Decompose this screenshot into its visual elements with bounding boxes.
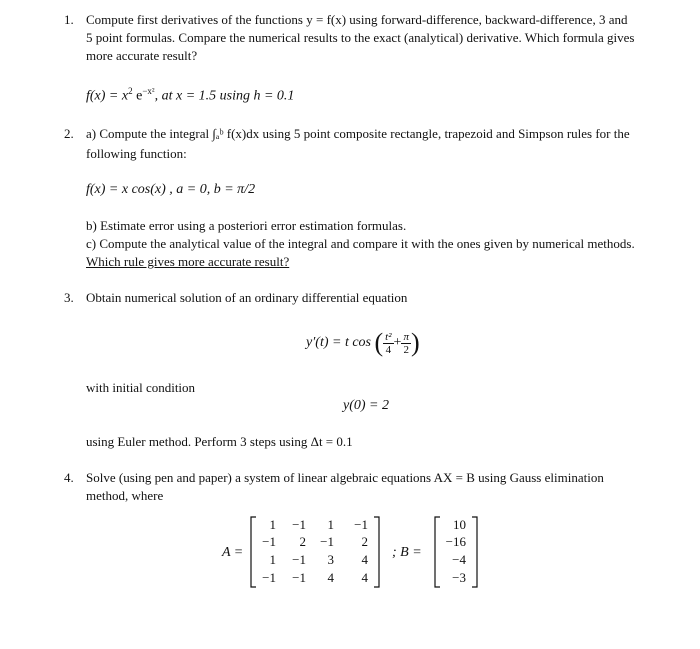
problem-4-line-2: method, where [86,488,164,503]
equation-tail: , at x = 1.5 using h = 0.1 [154,88,295,104]
vector-b-cell: 10 [453,517,466,532]
problem-3-line-1: Obtain numerical solution of an ordinary differential equation [86,290,408,305]
matrix-a-cell: −1 [262,534,276,549]
matrix-a-cell: 2 [361,534,368,549]
equation-e: e [132,88,143,104]
problem-2-line-1: a) Compute the integral ∫ₐᵇ f(x)dx using 5 point composite rectangle, trapezoid and Simpson rules for the [86,126,630,141]
frac-2-top: π [403,330,409,343]
fraction-pi-over-2 [401,331,411,356]
matrix-a-cell: −1 [292,517,306,532]
matrix-a-cell: 4 [361,570,368,585]
problem-2-part-c-question: Which rule gives more accurate result? [86,254,290,269]
frac-1-top: t² [385,330,392,343]
vector-b-label: ; B = [392,545,422,560]
matrix-a-cell: 2 [299,534,306,549]
problem-3-number: 3. [64,290,74,305]
matrix-a-cell: 4 [361,552,368,567]
problem-1-equation [86,86,294,105]
matrix-a-label: A = [222,545,244,560]
equation-exponent-2: −x² [142,86,155,96]
matrix-a-cell: −1 [320,534,334,549]
matrix-a-cell: −1 [354,517,368,532]
ode-lhs: y′(t) = t cos [306,335,371,351]
problem-1-line-2: 5 point formulas. Compare the numerical results to the exact (analytical) derivative. Which formula gives [86,30,635,45]
problem-2-line-2: following function: [86,146,187,161]
fraction-t-squared-over-4 [383,331,393,356]
initial-condition-equation: y(0) = 2 [343,398,389,413]
matrix-a-cell: −1 [292,552,306,567]
matrix-a-cell: 4 [327,570,334,585]
matrix-a-cell: 3 [327,552,334,567]
right-paren: ) [410,328,420,357]
vector-b-cell: −4 [452,552,466,567]
problem-2-part-b: b) Estimate error using a posteriori error estimation formulas. [86,218,407,233]
left-paren: ( [374,328,384,357]
problem-1-line-1: Compute first derivatives of the functions y = f(x) using forward-difference, backward-difference, 3 and [86,12,628,27]
equation-lhs: f(x) = x [86,88,129,104]
matrix-a-cell: 1 [327,517,334,532]
initial-condition-label: with initial condition [86,380,196,395]
problem-4-line-1: Solve (using pen and paper) a system of linear algebraic equations AX = B using Gauss elimination [86,470,604,485]
problem-2-equation: f(x) = x cos(x) , a = 0, b = π/2 [86,182,256,197]
problem-4-number: 4. [64,470,74,485]
problem-1-number: 1. [64,12,74,27]
frac-1-bottom: 4 [385,343,392,356]
vector-b [434,516,478,588]
euler-instruction: using Euler method. Perform 3 steps using Δt = 0.1 [86,434,353,449]
matrix-a-cell: 1 [269,517,276,532]
problem-2-number: 2. [64,126,74,141]
matrix-a-cell: −1 [262,570,276,585]
problem-1-line-3: more accurate result? [86,48,198,63]
problem-2-part-c: c) Compute the analytical value of the integral and compare it with the ones given by numerical methods. [86,236,635,251]
matrix-a-cell: −1 [292,570,306,585]
matrix-a-cell: 1 [269,552,276,567]
frac-2-bottom: 2 [403,343,409,356]
plus-sign: + [393,335,402,350]
vector-b-cell: −3 [452,570,466,585]
vector-b-cell: −16 [445,534,466,549]
matrix-a [250,516,380,588]
equation-exponent: 2 [128,86,133,96]
ode-equation [306,328,420,358]
